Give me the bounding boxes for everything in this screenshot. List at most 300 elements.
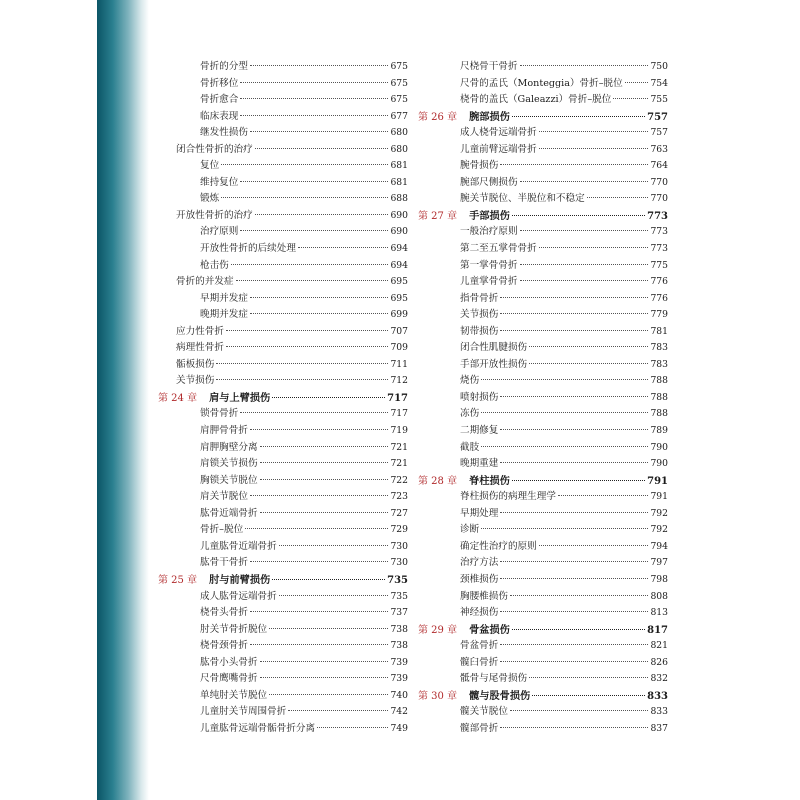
toc-entry-title: 单纯肘关节脱位 (200, 689, 268, 701)
toc-page-number: 779 (650, 309, 668, 321)
toc-page-number: 675 (390, 94, 408, 106)
toc-entry-title: 肩关节脱位 (200, 491, 248, 503)
dot-leader (260, 446, 389, 447)
toc-page-number: 826 (650, 656, 668, 668)
toc-subsection-entry[interactable] (158, 241, 408, 258)
toc-entry-title: 枪击伤 (200, 259, 229, 271)
toc-subsection-entry[interactable] (418, 142, 668, 159)
toc-page-number: 794 (650, 540, 668, 552)
toc-page-number: 735 (387, 574, 408, 586)
toc-subsection-entry[interactable] (418, 390, 668, 407)
toc-entry-title: 肱骨近端骨折 (200, 507, 258, 519)
toc-entry-title: 腕部尺侧损伤 (460, 176, 518, 188)
chapter-number: 第 24 章 (158, 392, 198, 404)
toc-page-number: 790 (650, 458, 668, 470)
toc-entry-title: 锁骨骨折 (200, 408, 239, 420)
chapter-number: 第 30 章 (418, 690, 458, 702)
toc-subsection-entry[interactable] (158, 622, 408, 639)
dot-leader (510, 710, 648, 711)
dot-leader (500, 512, 648, 513)
toc-entry-title: 冻伤 (460, 408, 480, 420)
chapter-number: 第 26 章 (418, 111, 458, 123)
toc-entry-title: 闭合性骨折的治疗 (176, 143, 253, 155)
toc-subsection-entry[interactable] (418, 456, 668, 473)
toc-subsection-entry[interactable] (158, 92, 408, 109)
toc-subsection-entry[interactable] (158, 589, 408, 606)
toc-subsection-entry[interactable] (158, 671, 408, 688)
toc-entry-title: 桡骨颈骨折 (200, 640, 248, 652)
dot-leader (587, 197, 649, 198)
toc-entry-title: 桡骨头骨折 (200, 607, 248, 619)
toc-subsection-entry[interactable] (158, 59, 408, 76)
toc-page-number: 719 (390, 425, 408, 437)
toc-subsection-entry[interactable] (158, 704, 408, 721)
toc-entry-title: 尺桡骨干骨折 (460, 61, 518, 72)
dot-leader (520, 230, 649, 231)
dot-leader (625, 82, 649, 83)
dot-leader (500, 330, 648, 331)
toc-page-number: 789 (650, 425, 668, 437)
toc-subsection-entry[interactable] (158, 258, 408, 275)
dot-leader (481, 446, 648, 447)
toc-entry-title: 手部损伤 (469, 209, 510, 222)
dot-leader (260, 479, 389, 480)
dot-leader (279, 595, 389, 596)
toc-subsection-entry[interactable] (418, 605, 668, 622)
book-spine-gradient (97, 0, 149, 800)
toc-entry-title: 肩锁关节损伤 (200, 458, 258, 470)
dot-leader (512, 480, 645, 481)
toc-section-entry[interactable] (158, 274, 408, 291)
toc-page-number: 749 (390, 722, 408, 734)
dot-leader (539, 545, 649, 546)
toc-entry-title: 锻炼 (200, 193, 220, 205)
toc-page-number: 695 (390, 292, 408, 304)
toc-entry-title: 关节损伤 (176, 375, 215, 387)
toc-entry-title: 儿童肱骨近端骨折 (200, 540, 277, 552)
dot-leader (226, 330, 388, 331)
dot-leader (250, 429, 388, 430)
toc-entry-title: 髋部骨折 (460, 722, 499, 734)
toc-entry-title: 骨折的并发症 (176, 276, 234, 288)
toc-entry-title: 韧带损伤 (460, 325, 499, 337)
dot-leader (500, 644, 648, 645)
toc-entry-title: 治疗方法 (460, 557, 499, 569)
toc-subsection-entry[interactable] (158, 506, 408, 523)
toc-entry-title: 儿童掌骨骨折 (460, 276, 518, 288)
toc-subsection-entry[interactable] (418, 191, 668, 208)
toc-subsection-entry[interactable] (418, 324, 668, 341)
dot-leader (298, 247, 389, 248)
dot-leader (613, 98, 648, 99)
toc-subsection-entry[interactable] (418, 340, 668, 357)
toc-subsection-entry[interactable] (158, 307, 408, 324)
dot-leader (539, 247, 649, 248)
toc-subsection-entry[interactable] (418, 59, 668, 76)
toc-page-number: 763 (650, 143, 668, 155)
toc-entry-title: 骨盆骨折 (460, 640, 499, 652)
toc-entry-title: 截肢 (460, 441, 480, 453)
toc-page-number: 764 (650, 160, 668, 172)
toc-page-number: 833 (650, 706, 668, 718)
toc-entry-title: 二期修复 (460, 425, 499, 437)
toc-subsection-entry[interactable] (158, 489, 408, 506)
dot-leader (231, 264, 389, 265)
toc-entry-title: 开放性骨折的后续处理 (200, 243, 296, 255)
toc-subsection-entry[interactable] (158, 688, 408, 705)
toc-subsection-entry[interactable] (158, 440, 408, 457)
chapter-number: 第 25 章 (158, 574, 198, 586)
dot-leader (250, 131, 388, 132)
toc-entry-title: 神经损伤 (460, 607, 499, 619)
toc-page-number: 770 (650, 176, 668, 188)
toc-page-number: 717 (390, 408, 408, 420)
toc-entry-title: 开放性骨折的治疗 (176, 209, 253, 221)
toc-subsection-entry[interactable] (418, 638, 668, 655)
dot-leader (512, 116, 645, 117)
toc-subsection-entry[interactable] (158, 406, 408, 423)
toc-page-number: 721 (390, 441, 408, 453)
dot-leader (529, 677, 648, 678)
dot-leader (500, 611, 648, 612)
toc-page-number: 739 (390, 656, 408, 668)
toc-page-number: 755 (650, 94, 668, 106)
toc-page-number: 675 (390, 77, 408, 89)
toc-entry-title: 尺骨的孟氏（Monteggia）骨折–脱位 (460, 77, 623, 89)
toc-entry-title: 关节损伤 (460, 309, 499, 321)
toc-entry-title: 治疗原则 (200, 226, 239, 238)
toc-subsection-entry[interactable] (158, 605, 408, 622)
toc-subsection-entry[interactable] (158, 76, 408, 93)
toc-page-number: 754 (650, 77, 668, 89)
dot-leader (260, 512, 389, 513)
dot-leader (500, 429, 648, 430)
toc-page-number: 792 (650, 524, 668, 536)
toc-entry-title: 一般治疗原则 (460, 226, 518, 238)
toc-entry-title: 早期并发症 (200, 292, 248, 304)
toc-page-number: 738 (390, 640, 408, 652)
dot-leader (317, 727, 388, 728)
toc-section-entry[interactable] (158, 142, 408, 159)
toc-subsection-entry[interactable] (418, 291, 668, 308)
dot-leader (269, 628, 388, 629)
toc-entry-title: 肩胛骨骨折 (200, 425, 248, 437)
dot-leader (512, 215, 645, 216)
toc-page-number: 792 (650, 507, 668, 519)
toc-page-number: 783 (650, 342, 668, 354)
toc-subsection-entry[interactable] (418, 241, 668, 258)
toc-entry-title: 晚期重建 (460, 458, 499, 470)
dot-leader (558, 495, 649, 496)
toc-page-number: 788 (650, 408, 668, 420)
toc-entry-title: 髋臼骨折 (460, 656, 499, 668)
toc-subsection-entry[interactable] (158, 539, 408, 556)
toc-entry-title: 骺板损伤 (176, 358, 215, 370)
toc-page-number: 699 (390, 309, 408, 321)
toc-page-number: 721 (390, 458, 408, 470)
toc-entry-title: 儿童肘关节周围骨折 (200, 706, 287, 718)
toc-entry-title: 复位 (200, 160, 220, 172)
toc-entry-title: 脊柱损伤的病理生理学 (460, 491, 556, 503)
toc-page-number: 711 (390, 358, 408, 370)
toc-page-number: 738 (390, 623, 408, 635)
toc-entry-title: 儿童前臂远端骨折 (460, 143, 537, 155)
toc-subsection-entry[interactable] (418, 224, 668, 241)
toc-subsection-entry[interactable] (418, 175, 668, 192)
toc-page-number: 681 (390, 176, 408, 188)
toc-page-number: 757 (650, 127, 668, 139)
toc-section-entry[interactable] (158, 340, 408, 357)
dot-leader (250, 65, 388, 66)
toc-subsection-entry[interactable] (418, 373, 668, 390)
toc-page-number: 773 (647, 210, 668, 222)
toc-entry-title: 骨折移位 (200, 77, 239, 89)
dot-leader (500, 396, 648, 397)
toc-page-number: 832 (650, 673, 668, 685)
toc-entry-title: 早期处理 (460, 507, 499, 519)
toc-subsection-entry[interactable] (158, 423, 408, 440)
toc-subsection-entry[interactable] (158, 522, 408, 539)
chapter-number: 第 29 章 (418, 624, 458, 636)
toc-subsection-entry[interactable] (158, 191, 408, 208)
toc-page-number: 783 (650, 358, 668, 370)
toc-chapter-heading[interactable] (158, 572, 408, 589)
dot-leader (500, 578, 648, 579)
toc-entry-title: 脊柱损伤 (469, 474, 510, 487)
toc-entry-title: 晚期并发症 (200, 309, 248, 321)
dot-leader (255, 148, 389, 149)
toc-page-number: 817 (647, 624, 668, 636)
dot-leader (500, 164, 648, 165)
dot-leader (481, 412, 648, 413)
dot-leader (216, 363, 388, 364)
toc-section-entry[interactable] (158, 324, 408, 341)
toc-section-entry[interactable] (158, 357, 408, 374)
toc-subsection-entry[interactable] (158, 721, 408, 738)
toc-page-number: 773 (650, 226, 668, 238)
toc-page-number: 730 (390, 557, 408, 569)
toc-page-number: 742 (390, 706, 408, 718)
toc-subsection-entry[interactable] (418, 522, 668, 539)
chapter-number: 第 28 章 (418, 475, 458, 487)
toc-entry-title: 髋与股骨损伤 (469, 689, 531, 702)
toc-entry-title: 成人肱骨远端骨折 (200, 590, 277, 602)
toc-page-number: 730 (390, 540, 408, 552)
dot-leader (250, 297, 388, 298)
toc-entry-title: 诊断 (460, 524, 480, 536)
toc-page-number: 722 (390, 474, 408, 486)
toc-subsection-entry[interactable] (418, 440, 668, 457)
dot-leader (510, 595, 648, 596)
toc-page-number: 797 (650, 557, 668, 569)
toc-page-number: 791 (647, 475, 668, 487)
toc-chapter-heading[interactable] (418, 622, 668, 639)
toc-chapter-heading[interactable] (418, 109, 668, 126)
toc-entry-title: 第一掌骨骨折 (460, 259, 518, 271)
toc-page-number: 739 (390, 673, 408, 685)
toc-entry-title: 尺骨鹰嘴骨折 (200, 673, 258, 685)
dot-leader (500, 297, 648, 298)
toc-subsection-entry[interactable] (158, 555, 408, 572)
toc-subsection-entry[interactable] (418, 258, 668, 275)
toc-entry-title: 临床表现 (200, 110, 239, 122)
toc-page-number: 833 (647, 690, 668, 702)
dot-leader (250, 611, 388, 612)
toc-subsection-entry[interactable] (158, 109, 408, 126)
toc-page-number: 680 (390, 127, 408, 139)
toc-page-number: 680 (390, 143, 408, 155)
toc-subsection-entry[interactable] (158, 638, 408, 655)
toc-page-number: 675 (390, 61, 408, 72)
dot-leader (288, 710, 388, 711)
dot-leader (260, 462, 389, 463)
toc-page-number: 690 (390, 226, 408, 238)
toc-subsection-entry[interactable] (418, 274, 668, 291)
dot-leader (221, 164, 388, 165)
toc-subsection-entry[interactable] (418, 539, 668, 556)
toc-entry-title: 肘与前臂损伤 (209, 573, 271, 586)
toc-entry-title: 应力性骨折 (176, 325, 224, 337)
toc-page-number: 694 (390, 243, 408, 255)
dot-leader (520, 181, 649, 182)
toc-subsection-entry[interactable] (418, 92, 668, 109)
dot-leader (240, 82, 388, 83)
toc-subsection-entry[interactable] (418, 655, 668, 672)
toc-subsection-entry[interactable] (158, 655, 408, 672)
toc-page-number: 781 (650, 325, 668, 337)
toc-subsection-entry[interactable] (418, 589, 668, 606)
toc-page-number: 737 (390, 607, 408, 619)
toc-subsection-entry[interactable] (158, 473, 408, 490)
toc-entry-title: 病理性骨折 (176, 342, 224, 354)
dot-leader (512, 629, 645, 630)
toc-subsection-entry[interactable] (418, 76, 668, 93)
toc-column-right (418, 59, 668, 737)
toc-chapter-heading[interactable] (418, 208, 668, 225)
toc-subsection-entry[interactable] (158, 125, 408, 142)
toc-subsection-entry[interactable] (418, 506, 668, 523)
toc-page-number: 723 (390, 491, 408, 503)
toc-page-number: 788 (650, 375, 668, 387)
dot-leader (529, 346, 648, 347)
dot-leader (520, 65, 649, 66)
toc-subsection-entry[interactable] (418, 307, 668, 324)
dot-leader (245, 528, 388, 529)
toc-entry-title: 肩胛胸壁分离 (200, 441, 258, 453)
dot-leader (272, 579, 385, 580)
toc-page-number: 775 (650, 259, 668, 271)
toc-subsection-entry[interactable] (418, 704, 668, 721)
toc-entry-title: 骨折–脱位 (200, 524, 244, 536)
toc-page-number: 808 (650, 590, 668, 602)
toc-entry-title: 骨盆损伤 (469, 623, 510, 636)
toc-entry-title: 确定性治疗的原则 (460, 540, 537, 552)
toc-page-number: 776 (650, 292, 668, 304)
toc-page-number: 690 (390, 209, 408, 221)
toc-entry-title: 桡骨的盖氏（Galeazzi）骨折–脱位 (460, 94, 612, 106)
toc-entry-title: 成人桡骨远端骨折 (460, 127, 537, 139)
dot-leader (269, 694, 388, 695)
toc-subsection-entry[interactable] (418, 671, 668, 688)
toc-chapter-heading[interactable] (158, 390, 408, 407)
toc-subsection-entry[interactable] (158, 175, 408, 192)
toc-entry-title: 颈椎损伤 (460, 573, 499, 585)
toc-subsection-entry[interactable] (158, 158, 408, 175)
toc-chapter-heading[interactable] (418, 473, 668, 490)
toc-subsection-entry[interactable] (418, 158, 668, 175)
toc-chapter-heading[interactable] (418, 688, 668, 705)
dot-leader (240, 115, 388, 116)
toc-page-number: 695 (390, 276, 408, 288)
chapter-number: 第 27 章 (418, 210, 458, 222)
toc-column-left (158, 59, 408, 737)
toc-page-number: 821 (650, 640, 668, 652)
toc-entry-title: 手部开放性损伤 (460, 358, 528, 370)
dot-leader (250, 495, 388, 496)
toc-subsection-entry[interactable] (418, 489, 668, 506)
dot-leader (240, 412, 388, 413)
toc-entry-title: 闭合性肌腱损伤 (460, 342, 528, 354)
toc-page-number: 750 (650, 61, 668, 72)
toc-entry-title: 肱骨小头骨折 (200, 656, 258, 668)
dot-leader (500, 313, 648, 314)
toc-entry-title: 胸锁关节脱位 (200, 474, 258, 486)
dot-leader (240, 181, 388, 182)
toc-page-number: 740 (390, 689, 408, 701)
toc-entry-title: 喷射损伤 (460, 391, 499, 403)
toc-subsection-entry[interactable] (158, 456, 408, 473)
toc-subsection-entry[interactable] (158, 291, 408, 308)
dot-leader (260, 661, 389, 662)
dot-leader (221, 197, 388, 198)
dot-leader (500, 561, 648, 562)
toc-subsection-entry[interactable] (158, 224, 408, 241)
dot-leader (260, 677, 389, 678)
toc-page-number: 770 (650, 193, 668, 205)
toc-section-entry[interactable] (158, 208, 408, 225)
toc-page-number: 717 (387, 392, 408, 404)
toc-entry-title: 腕部损伤 (469, 110, 510, 123)
toc-entry-title: 髋关节脱位 (460, 706, 508, 718)
dot-leader (529, 363, 648, 364)
toc-page-number: 798 (650, 573, 668, 585)
toc-page-number: 776 (650, 276, 668, 288)
toc-entry-title: 烧伤 (460, 375, 480, 387)
toc-page-number: 709 (390, 342, 408, 354)
toc-page-number: 727 (390, 507, 408, 519)
toc-entry-title: 指骨骨折 (460, 292, 499, 304)
toc-entry-title: 胸腰椎损伤 (460, 590, 508, 602)
toc-entry-title: 骨折的分型 (200, 61, 248, 72)
toc-subsection-entry[interactable] (418, 125, 668, 142)
dot-leader (500, 727, 648, 728)
toc-subsection-entry[interactable] (418, 423, 668, 440)
toc-subsection-entry[interactable] (418, 721, 668, 738)
toc-page-number: 791 (650, 491, 668, 503)
toc-subsection-entry[interactable] (418, 572, 668, 589)
toc-entry-title: 维持复位 (200, 176, 239, 188)
dot-leader (240, 230, 388, 231)
dot-leader (250, 644, 388, 645)
dot-leader (250, 561, 388, 562)
toc-page-number: 773 (650, 243, 668, 255)
toc-section-entry[interactable] (158, 373, 408, 390)
toc-subsection-entry[interactable] (418, 357, 668, 374)
toc-subsection-entry[interactable] (418, 406, 668, 423)
toc-subsection-entry[interactable] (418, 555, 668, 572)
dot-leader (279, 545, 389, 546)
toc-entry-title: 腕骨损伤 (460, 160, 499, 172)
